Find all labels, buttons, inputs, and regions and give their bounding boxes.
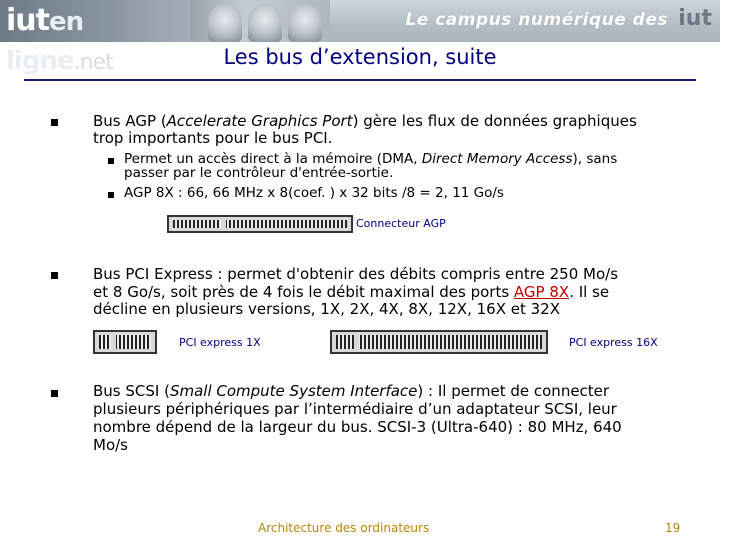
- iut-brand-mark: iut: [678, 6, 712, 31]
- bullet-agp-8x: [108, 192, 114, 198]
- student-portrait-1: [208, 4, 242, 42]
- pcie-16x-connector-image: [330, 330, 548, 354]
- agp-line-2: trop importants pour le bus PCI.: [93, 129, 333, 147]
- footer-course-title: Architecture des ordinateurs: [258, 521, 430, 535]
- logo-background: [0, 0, 190, 76]
- agp-8x-formula: AGP 8X : 66, 66 MHz x 8(coef. ) x 32 bits /8 = 2, 11 Go/s: [124, 185, 504, 201]
- agp-8x-link[interactable]: AGP 8X: [513, 283, 570, 301]
- agp-line-1: Bus AGP (Accelerate Graphics Port) gère les flux de données graphiques: [93, 112, 637, 130]
- scsi-line-3: nombre dépend de la largeur du bus. SCSI-3 (Ultra-640) : 80 MHz, 640: [93, 418, 622, 436]
- pcie-1x-connector-image: [93, 330, 157, 354]
- scsi-line-4: Mo/s: [93, 436, 128, 454]
- agp-connector-image: [167, 215, 353, 233]
- page-number: 19: [665, 521, 681, 535]
- agp-connector-caption: Connecteur AGP: [356, 217, 446, 230]
- pcie-16x-caption: PCI express 16X: [569, 336, 658, 349]
- student-portrait-2: [248, 4, 282, 42]
- bullet-pcie: [51, 272, 58, 279]
- bullet-agp-dma: [108, 158, 114, 164]
- scsi-line-2: plusieurs périphériques par l’intermédiaire d’un adaptateur SCSI, leur: [93, 400, 617, 418]
- iut-en-ligne-logo: iuten ligne.net: [6, 3, 113, 76]
- bullet-agp: [51, 119, 58, 126]
- banner-tagline: Le campus numérique des: [405, 10, 668, 30]
- pcie-line-2: et 8 Go/s, soit près de 4 fois le débit maximal des ports AGP 8X. Il se: [93, 283, 610, 301]
- agp-dma-line-1: Permet un accès direct à la mémoire (DMA, Direct Memory Access), sans: [124, 151, 618, 167]
- pcie-line-3: décline en plusieurs versions, 1X, 2X, 4X, 8X, 12X, 16X et 32X: [93, 300, 560, 318]
- agp-dma-line-2: passer par le contrôleur d'entrée-sortie.: [124, 165, 394, 181]
- student-portrait-3: [288, 4, 322, 42]
- scsi-line-1: Bus SCSI (Small Compute System Interface) : Il permet de connecter: [93, 382, 610, 400]
- pcie-line-1: Bus PCI Express : permet d'obtenir des débits compris entre 250 Mo/s: [93, 265, 619, 283]
- title-divider: [24, 79, 696, 81]
- bullet-scsi: [51, 390, 58, 397]
- banner-photo: [190, 0, 330, 42]
- slide-title: Les bus d’extension, suite: [223, 45, 497, 69]
- pcie-1x-caption: PCI express 1X: [179, 336, 261, 349]
